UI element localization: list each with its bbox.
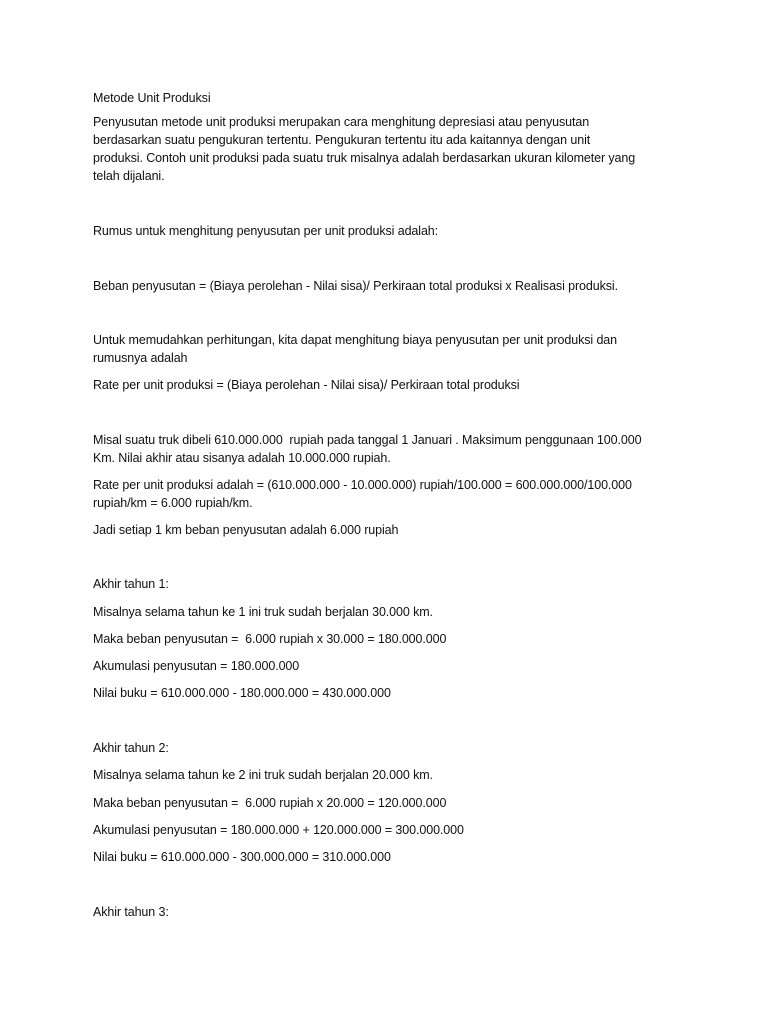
- year1-accumulated: Akumulasi penyusutan = 180.000.000: [93, 659, 300, 673]
- year2-heading: Akhir tahun 2:: [93, 741, 169, 755]
- year1-expense: Maka beban penyusutan = 6.000 rupiah x 30.000 = 180.000.000: [93, 632, 447, 646]
- year1-heading: Akhir tahun 1:: [93, 577, 169, 591]
- rate-calc-line-2: rupiah/km = 6.000 rupiah/km.: [93, 496, 253, 510]
- intro-line-3: produksi. Contoh unit produksi pada suatu truk misalnya adalah berdasarkan ukuran kilometer yang: [93, 151, 636, 165]
- formula-intro: Rumus untuk menghitung penyusutan per unit produksi adalah:: [93, 224, 439, 238]
- intro-line-4: telah dijalani.: [93, 169, 165, 183]
- rate-intro-line-1: Untuk memudahkan perhitungan, kita dapat menghitung biaya penyusutan per unit produksi dan: [93, 333, 617, 347]
- conclusion: Jadi setiap 1 km beban penyusutan adalah 6.000 rupiah: [93, 523, 399, 537]
- year1-book-value: Nilai buku = 610.000.000 - 180.000.000 = 430.000.000: [93, 686, 391, 700]
- example-line-1: Misal suatu truk dibeli 610.000.000 rupiah pada tanggal 1 Januari . Maksimum penggunaan 100.000: [93, 433, 642, 447]
- year2-accumulated: Akumulasi penyusutan = 180.000.000 + 120.000.000 = 300.000.000: [93, 823, 464, 837]
- document-title: Metode Unit Produksi: [93, 91, 211, 105]
- intro-line-1: Penyusutan metode unit produksi merupakan cara menghitung depresiasi atau penyusutan: [93, 115, 590, 129]
- year3-heading: Akhir tahun 3:: [93, 905, 169, 919]
- year2-distance: Misalnya selama tahun ke 2 ini truk sudah berjalan 20.000 km.: [93, 768, 433, 782]
- example-line-2: Km. Nilai akhir atau sisanya adalah 10.000.000 rupiah.: [93, 451, 391, 465]
- year1-distance: Misalnya selama tahun ke 1 ini truk sudah berjalan 30.000 km.: [93, 605, 433, 619]
- rate-formula: Rate per unit produksi = (Biaya perolehan - Nilai sisa)/ Perkiraan total produksi: [93, 378, 520, 392]
- intro-line-2: berdasarkan suatu pengukuran tertentu. Pengukuran tertentu itu ada kaitannya dengan unit: [93, 133, 591, 147]
- year2-book-value: Nilai buku = 610.000.000 - 300.000.000 = 310.000.000: [93, 850, 391, 864]
- rate-intro-line-2: rumusnya adalah: [93, 351, 188, 365]
- year2-expense: Maka beban penyusutan = 6.000 rupiah x 20.000 = 120.000.000: [93, 796, 447, 810]
- formula: Beban penyusutan = (Biaya perolehan - Nilai sisa)/ Perkiraan total produksi x Realisasi produksi.: [93, 279, 618, 293]
- rate-calc-line-1: Rate per unit produksi adalah = (610.000.000 - 10.000.000) rupiah/100.000 = 600.000.000/100.000: [93, 478, 632, 492]
